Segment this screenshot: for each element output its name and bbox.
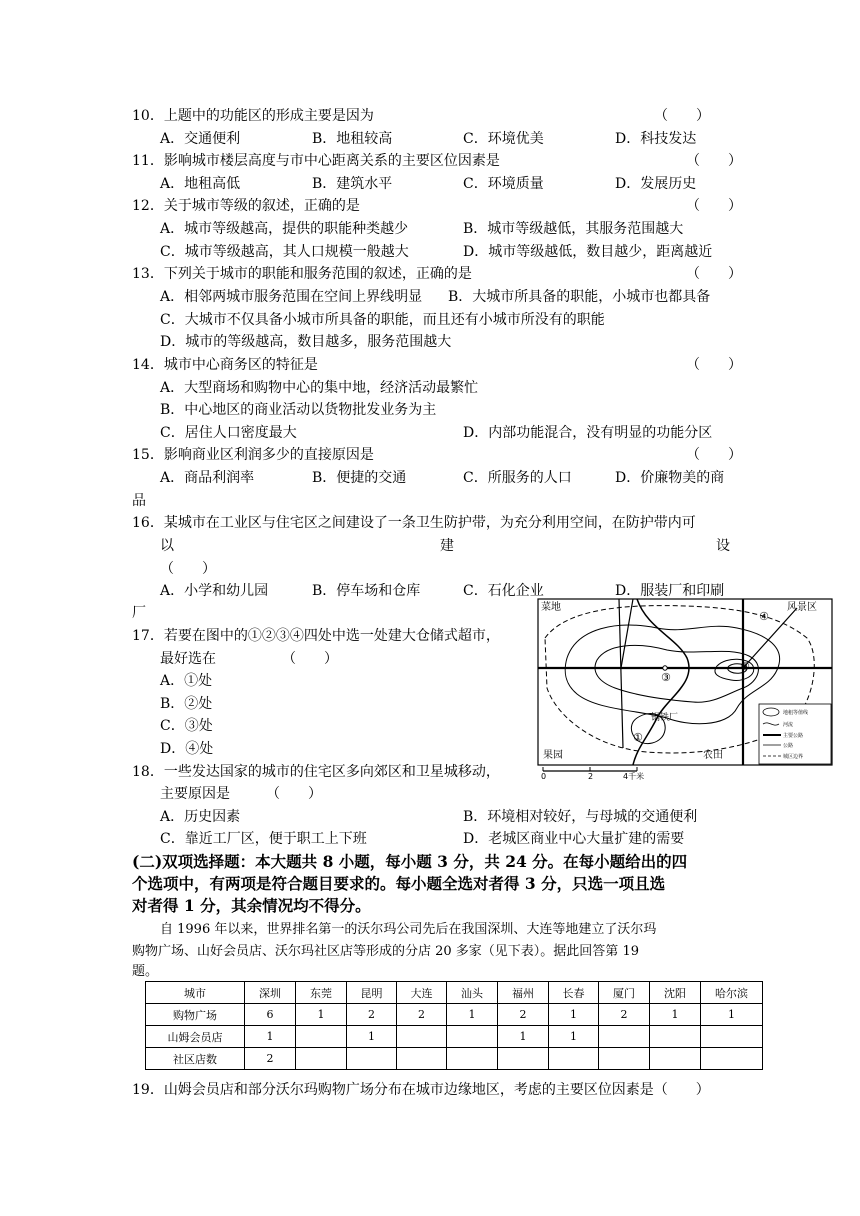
table-header-cell: 汕头 xyxy=(447,982,498,1004)
table-cell xyxy=(397,1048,447,1070)
map-label-scenic-area: 风景区 xyxy=(787,602,817,613)
q17-option-b: B．②处 xyxy=(160,696,213,712)
map-label-farmland: 农田 xyxy=(703,750,723,761)
table-cell: 1 xyxy=(498,1026,549,1048)
table-header-cell: 长春 xyxy=(549,982,599,1004)
q12-stem: 12．关于城市等级的叙述，正确的是 xyxy=(132,198,360,214)
q10-paren: （ ） xyxy=(654,108,710,124)
q18-option-c: C．靠近工厂区，便于职工上下班 xyxy=(160,831,367,847)
q10-option-b: B．地租较高 xyxy=(312,131,393,147)
q10-option-a: A．交通便利 xyxy=(160,131,241,147)
table-cell: 1 xyxy=(296,1004,347,1026)
table-cell: 社区店数 xyxy=(146,1048,245,1070)
intro-line-3: 题。 xyxy=(132,964,159,979)
table-cell xyxy=(397,1026,447,1048)
q11-option-c: C．环境质量 xyxy=(463,176,544,192)
q17-option-c: C．③处 xyxy=(160,718,213,734)
q15-stem: 15．影响商业区利润多少的直接原因是 xyxy=(132,447,374,463)
q16-stem: 16．某城市在工业区与住宅区之间建设了一条卫生防护带，为充分利用空间，在防护带内可 xyxy=(132,515,696,531)
table-header-cell: 福州 xyxy=(498,982,549,1004)
table-cell: 购物广场 xyxy=(146,1004,245,1026)
q11-option-b: B．建筑水平 xyxy=(312,176,393,192)
map-label-orchard: 果园 xyxy=(543,750,563,761)
table-row xyxy=(146,1004,763,1026)
table-cell xyxy=(650,1026,701,1048)
table-header-row xyxy=(146,982,763,1004)
q17-option-d: D．④处 xyxy=(160,741,214,757)
q16-word-she: 设 xyxy=(716,538,730,554)
q16-word-yi: 以 xyxy=(160,538,174,554)
table-header-cell: 城市 xyxy=(146,982,245,1004)
q12-paren: （ ） xyxy=(686,198,742,214)
table-cell xyxy=(447,1026,498,1048)
q12-option-a: A．城市等级越高，提供的职能种类越少 xyxy=(160,221,409,237)
table-row xyxy=(146,1026,763,1048)
q18-stem-2: 主要原因是 xyxy=(160,786,230,802)
q16-paren: （ ） xyxy=(160,561,216,577)
q10-stem: 10．上题中的功能区的形成主要是因为 xyxy=(132,108,374,124)
table-cell: 2 xyxy=(245,1048,296,1070)
q17-option-a: A．①处 xyxy=(160,673,213,689)
q15-option-b: B．便捷的交通 xyxy=(312,470,407,486)
q16-option-a: A．小学和幼儿园 xyxy=(160,583,269,599)
table-cell: 1 xyxy=(549,1004,599,1026)
marker-4: ④ xyxy=(759,610,769,623)
legend-main-road: 主要公路 xyxy=(783,733,804,739)
table-cell xyxy=(549,1048,599,1070)
q13-paren: （ ） xyxy=(686,266,742,282)
table-cell xyxy=(599,1026,650,1048)
q11-option-a: A．地租高低 xyxy=(160,176,241,192)
q11-stem: 11．影响城市楼层高度与市中心距离关系的主要区位因素是 xyxy=(132,153,500,169)
q13-stem: 13．下列关于城市的职能和服务范围的叙述，正确的是 xyxy=(132,266,472,282)
q15-wrap: 品 xyxy=(132,493,146,509)
q13-option-a: A．相邻两城市服务范围在空间上界线明显 xyxy=(160,289,423,305)
intro-line-2: 购物广场、山好会员店、沃尔玛社区店等形成的分店 20 多家（见下表）。据此回答第 19 xyxy=(132,944,639,959)
section2-line-1: (二)双项选择题：本大题共 8 小题，每小题 3 分，共 24 分。在每小题给出的四 xyxy=(132,852,688,871)
table-cell xyxy=(296,1048,347,1070)
q10-option-c: C．环境优美 xyxy=(463,131,544,147)
scale-mid: 2 xyxy=(588,772,594,780)
q18-option-a: A．历史因素 xyxy=(160,809,241,825)
q14-option-c: C．居住人口密度最大 xyxy=(160,425,297,441)
q16-word-jian: 建 xyxy=(440,538,454,554)
table-row xyxy=(146,1048,763,1070)
map-label-steel-plant: 钢铁厂 xyxy=(651,713,679,723)
q14-paren: （ ） xyxy=(686,357,742,373)
q16-option-d: D．服装厂和印刷 xyxy=(615,583,725,599)
legend-river: 河流 xyxy=(783,722,794,728)
point-marker xyxy=(663,666,667,670)
q12-option-d: D．城市等级越低，数目越少，距离越近 xyxy=(463,244,713,260)
table-header-cell: 厦门 xyxy=(599,982,650,1004)
q15-option-c: C．所服务的人口 xyxy=(463,470,572,486)
q10-option-d: D．科技发达 xyxy=(615,131,697,147)
q14-option-d: D．内部功能混合，没有明显的功能分区 xyxy=(463,425,713,441)
city-land-rent-map xyxy=(537,598,833,780)
table-cell: 1 xyxy=(347,1026,397,1048)
q15-option-a: A．商品利润率 xyxy=(160,470,255,486)
table-cell xyxy=(701,1026,763,1048)
q13-option-c: C．大城市不仅具备小城市所具备的职能，而且还有小城市所没有的职能 xyxy=(160,312,605,328)
q17-paren: （ ） xyxy=(282,651,338,667)
map-label-vegetable-field: 菜地 xyxy=(541,602,561,613)
q13-option-d: D．城市的等级越高，数目越多，服务范围越大 xyxy=(160,334,452,350)
table-cell: 山姆会员店 xyxy=(146,1026,245,1048)
table-cell: 1 xyxy=(447,1004,498,1026)
q16-wrap: 厂 xyxy=(132,605,146,621)
walmart-store-table xyxy=(145,981,763,1070)
table-cell xyxy=(498,1048,549,1070)
table-cell xyxy=(296,1026,347,1048)
table-cell: 2 xyxy=(498,1004,549,1026)
q18-paren: （ ） xyxy=(266,786,322,802)
q12-option-c: C．城市等级越高，其人口规模一般越大 xyxy=(160,244,409,260)
q18-option-b: B．环境相对较好，与母城的交通便利 xyxy=(463,809,698,825)
q19-stem: 19．山姆会员店和部分沃尔玛购物广场分布在城市边缘地区，考虑的主要区位因素是（ ） xyxy=(132,1082,710,1098)
q15-paren: （ ） xyxy=(686,447,742,463)
table-header-cell: 大连 xyxy=(397,982,447,1004)
q12-option-b: B．城市等级越低，其服务范围越大 xyxy=(463,221,684,237)
q15-option-d: D．价廉物美的商 xyxy=(615,470,725,486)
q14-stem: 14．城市中心商务区的特征是 xyxy=(132,357,318,373)
table-cell: 2 xyxy=(347,1004,397,1026)
road-north-south-west xyxy=(619,599,623,748)
legend-boundary: 城区边界 xyxy=(783,754,804,760)
road-northeast xyxy=(743,608,797,668)
legend-road: 公路 xyxy=(783,743,794,749)
table-header-cell: 沈阳 xyxy=(650,982,701,1004)
q16-option-b: B．停车场和仓库 xyxy=(312,583,421,599)
intro-line-1: 自 1996 年以来，世界排名第一的沃尔玛公司先后在我国深圳、大连等地建立了沃尔玛 xyxy=(160,922,657,937)
q18-stem: 18．一些发达国家的城市的住宅区多向郊区和卫星城移动， xyxy=(132,764,500,780)
marker-3: ③ xyxy=(661,671,671,684)
q11-paren: （ ） xyxy=(686,153,742,169)
table-header-cell: 哈尔滨 xyxy=(701,982,763,1004)
q18-option-d: D．老城区商业中心大量扩建的需要 xyxy=(463,831,685,847)
table-cell: 2 xyxy=(397,1004,447,1026)
table-cell xyxy=(347,1048,397,1070)
table-cell xyxy=(701,1048,763,1070)
legend-contour: 地租等值线 xyxy=(783,710,809,716)
table-cell: 1 xyxy=(701,1004,763,1026)
table-cell xyxy=(599,1048,650,1070)
table-cell: 2 xyxy=(599,1004,650,1026)
q14-option-a: A．大型商场和购物中心的集中地，经济活动最繁忙 xyxy=(160,380,479,396)
table-cell: 1 xyxy=(549,1026,599,1048)
table-header-cell: 深圳 xyxy=(245,982,296,1004)
table-cell: 6 xyxy=(245,1004,296,1026)
road-diagonal xyxy=(621,599,633,668)
q17-stem-2: 最好选在 xyxy=(160,651,216,667)
table-cell xyxy=(447,1048,498,1070)
table-cell: 1 xyxy=(650,1004,701,1026)
table-cell: 1 xyxy=(245,1026,296,1048)
section2-line-2: 个选项中，有两项是符合题目要求的。每小题全选对者得 3 分，只选一项且选 xyxy=(132,874,666,893)
marker-1: ① xyxy=(633,731,643,744)
section2-line-3: 对者得 1 分，其余情况均不得分。 xyxy=(132,896,371,915)
marker-2: ② xyxy=(740,660,750,673)
table-cell xyxy=(650,1048,701,1070)
q17-stem: 17．若要在图中的①②③④四处中选一处建大仓储式超市， xyxy=(132,628,500,644)
q16-option-c: C．石化企业 xyxy=(463,583,544,599)
table-header-cell: 昆明 xyxy=(347,982,397,1004)
scale-zero: 0 xyxy=(541,772,547,780)
q13-option-b: B．大城市所具备的职能，小城市也都具备 xyxy=(448,289,711,305)
q11-option-d: D．发展历史 xyxy=(615,176,697,192)
table-header-cell: 东莞 xyxy=(296,982,347,1004)
scale-end: 4千米 xyxy=(623,772,645,780)
q14-option-b: B．中心地区的商业活动以货物批发业务为主 xyxy=(160,402,437,418)
